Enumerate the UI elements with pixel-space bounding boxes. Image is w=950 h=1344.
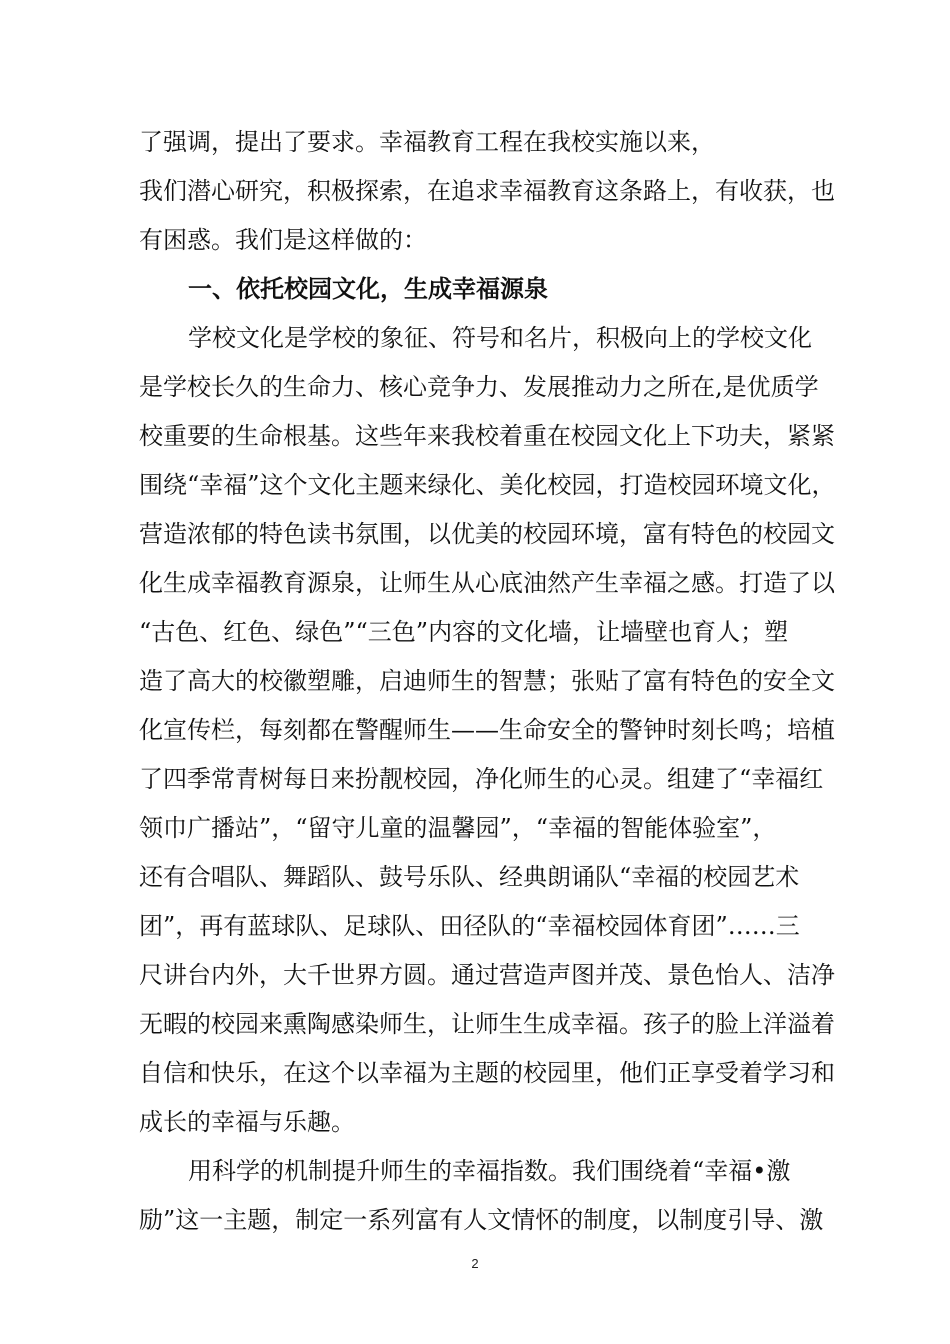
paragraph-line: 领巾广播站”，“留守儿童的温馨园”，“幸福的智能体验室”， — [139, 814, 777, 842]
page-number: 2 — [471, 1256, 479, 1271]
paragraph-line: 团”，再有蓝球队、足球队、田径队的“幸福校园体育团”……三 — [139, 912, 800, 940]
paragraph-line: “古色、红色、绿色”“三色”内容的文化墙，让墙壁也育人；塑 — [139, 618, 789, 646]
paragraph-line: 还有合唱队、舞蹈队、鼓号乐队、经典朗诵队“幸福的校园艺术 — [139, 863, 800, 891]
paragraph-line: 尺讲台内外，大千世界方圆。通过营造声图并茂、景色怡人、洁净 — [139, 961, 835, 989]
paragraph-line: 励”这一主题，制定一系列富有人文情怀的制度，以制度引导、激 — [139, 1206, 824, 1234]
paragraph-line: 自信和快乐，在这个以幸福为主题的校园里，他们正享受着学习和 — [139, 1059, 835, 1087]
paragraph-line: 围绕“幸福”这个文化主题来绿化、美化校园，打造校园环境文化， — [139, 471, 836, 499]
paragraph-line: 化生成幸福教育源泉，让师生从心底油然产生幸福之感。打造了以 — [139, 569, 835, 597]
paragraph-line: 造了高大的校徽塑雕，启迪师生的智慧；张贴了富有特色的安全文 — [139, 667, 835, 695]
paragraph-line: 用科学的机制提升师生的幸福指数。我们围绕着“幸福•激 — [188, 1157, 791, 1185]
paragraph-line: 化宣传栏，每刻都在警醒师生——生命安全的警钟时刻长鸣；培植 — [139, 716, 835, 744]
paragraph-line: 无暇的校园来熏陶感染师生，让师生生成幸福。孩子的脸上洋溢着 — [139, 1010, 835, 1038]
paragraph-line: 成长的幸福与乐趣。 — [139, 1108, 355, 1136]
paragraph-line: 是学校长久的生命力、核心竞争力、发展推动力之所在,是优质学 — [139, 373, 819, 401]
paragraph-line: 校重要的生命根基。这些年来我校着重在校园文化上下功夫，紧紧 — [139, 422, 835, 450]
paragraph-line: 营造浓郁的特色读书氛围，以优美的校园环境，富有特色的校园文 — [139, 520, 835, 548]
paragraph-line: 了强调，提出了要求。幸福教育工程在我校实施以来， — [139, 128, 715, 156]
paragraph-line: 学校文化是学校的象征、符号和名片，积极向上的学校文化 — [188, 324, 812, 352]
paragraph-line: 了四季常青树每日来扮靓校园，净化师生的心灵。组建了“幸福红 — [139, 765, 824, 793]
paragraph-line: 我们潜心研究，积极探索，在追求幸福教育这条路上，有收获，也 — [139, 177, 835, 205]
section-heading: 一、依托校园文化，生成幸福源泉 — [188, 275, 548, 303]
paragraph-line: 有困惑。我们是这样做的： — [139, 226, 427, 254]
